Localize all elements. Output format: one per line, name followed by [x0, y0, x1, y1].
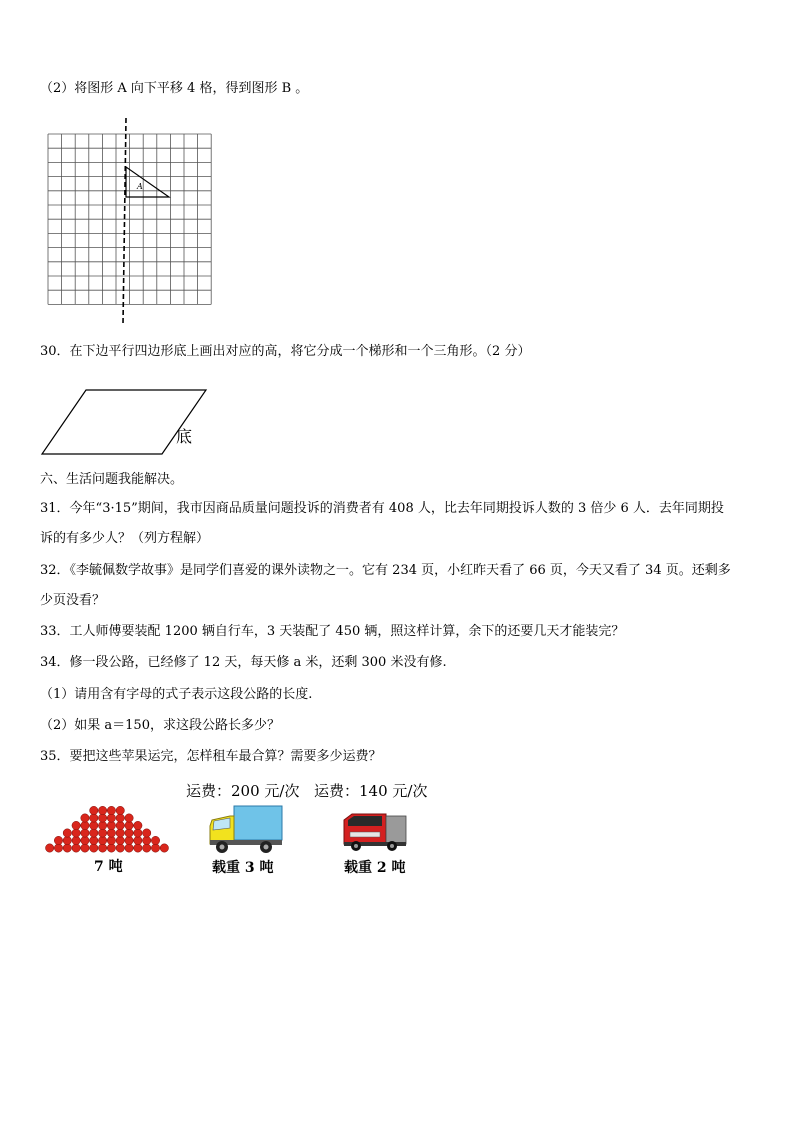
apple	[98, 814, 106, 822]
apple	[116, 821, 124, 829]
fee-big-truck: 运费：200 元/次	[186, 782, 300, 800]
q31-line2: 诉的有多少人？（列方程解）	[40, 531, 210, 546]
apple	[45, 844, 53, 852]
apples-weight-label: 7 吨	[94, 859, 123, 875]
q29-part2-text: （2）将图形 A 向下平移 4 格，得到图形 B 。	[40, 81, 309, 96]
section-6-heading: 六、生活问题我能解决。	[40, 472, 184, 487]
apple	[107, 814, 115, 822]
apple	[134, 821, 142, 829]
apple	[90, 806, 98, 814]
parallelogram-base-label: 底	[176, 427, 193, 446]
apple-pile-image	[42, 800, 172, 854]
apple	[81, 829, 89, 837]
small-truck-capacity-label: 载重 2 吨	[344, 860, 406, 876]
apple	[116, 806, 124, 814]
grid-svg	[44, 118, 216, 324]
apple	[90, 844, 98, 852]
apple	[54, 844, 62, 852]
apple	[81, 836, 89, 844]
apple	[134, 829, 142, 837]
apple	[90, 829, 98, 837]
apple	[142, 844, 150, 852]
apple	[98, 844, 106, 852]
apple	[116, 836, 124, 844]
apple	[116, 844, 124, 852]
apple	[125, 836, 133, 844]
apple	[81, 844, 89, 852]
apple	[125, 814, 133, 822]
q31-line1: 31．今年“3·15”期间，我市因商品质量问题投诉的消费者有 408 人，比去年同期投诉人数的 3 倍少 6 人．去年同期投	[40, 501, 724, 516]
symmetry-axis	[123, 118, 126, 324]
apple	[98, 821, 106, 829]
apple	[107, 836, 115, 844]
apple	[116, 814, 124, 822]
apple	[63, 836, 71, 844]
apple	[72, 836, 80, 844]
apple	[72, 829, 80, 837]
q32-line2: 少页没看？	[40, 593, 106, 608]
q35-text: 35．要把这些苹果运完，怎样租车最合算？需要多少运费？	[40, 749, 382, 764]
apple	[125, 829, 133, 837]
fee-small-truck: 运费：140 元/次	[314, 782, 428, 800]
q30-text: 30．在下边平行四边形底上画出对应的高，将它分成一个梯形和一个三角形。（2 分）	[40, 344, 531, 359]
big-truck-capacity-label: 载重 3 吨	[212, 860, 274, 876]
grid-figure	[44, 118, 216, 324]
apple	[160, 844, 168, 852]
apple	[63, 844, 71, 852]
q34-part2: （2）如果 a＝150，求这段公路长多少？	[40, 718, 280, 733]
apple	[72, 844, 80, 852]
parallelogram-figure	[38, 386, 208, 458]
shape-a	[126, 167, 169, 197]
q32-line1: 32．《李毓佩数学故事》是同学们喜爱的课外读物之一。它有 234 页，小红昨天看了 66 页，今天又看了 34 页。还剩多	[40, 563, 731, 578]
apple	[63, 829, 71, 837]
apple	[81, 814, 89, 822]
apple	[81, 821, 89, 829]
apple	[98, 806, 106, 814]
q34-part1: （1）请用含有字母的式子表示这段公路的长度.	[40, 687, 313, 702]
apple	[54, 836, 62, 844]
apple	[107, 844, 115, 852]
small-truck-image	[342, 806, 408, 856]
apple	[125, 821, 133, 829]
apple	[125, 844, 133, 852]
apple	[72, 821, 80, 829]
big-truck-image	[208, 804, 284, 858]
apple	[116, 829, 124, 837]
apple	[142, 836, 150, 844]
apple	[107, 806, 115, 814]
q33-text: 33．工人师傅要装配 1200 辆自行车，3 天装配了 450 辆，照这样计算，余下的还要几天才能装完？	[40, 624, 625, 639]
q34-text: 34．修一段公路，已经修了 12 天，每天修 a 米，还剩 300 米没有修.	[40, 655, 447, 670]
apple	[107, 829, 115, 837]
apple	[98, 829, 106, 837]
apple	[134, 836, 142, 844]
apple	[98, 836, 106, 844]
apple	[90, 821, 98, 829]
apple	[90, 814, 98, 822]
shape-a-label: A	[137, 182, 143, 191]
apple	[151, 844, 159, 852]
apple	[90, 836, 98, 844]
apple	[151, 836, 159, 844]
apple	[107, 821, 115, 829]
apple	[142, 829, 150, 837]
apple	[134, 844, 142, 852]
